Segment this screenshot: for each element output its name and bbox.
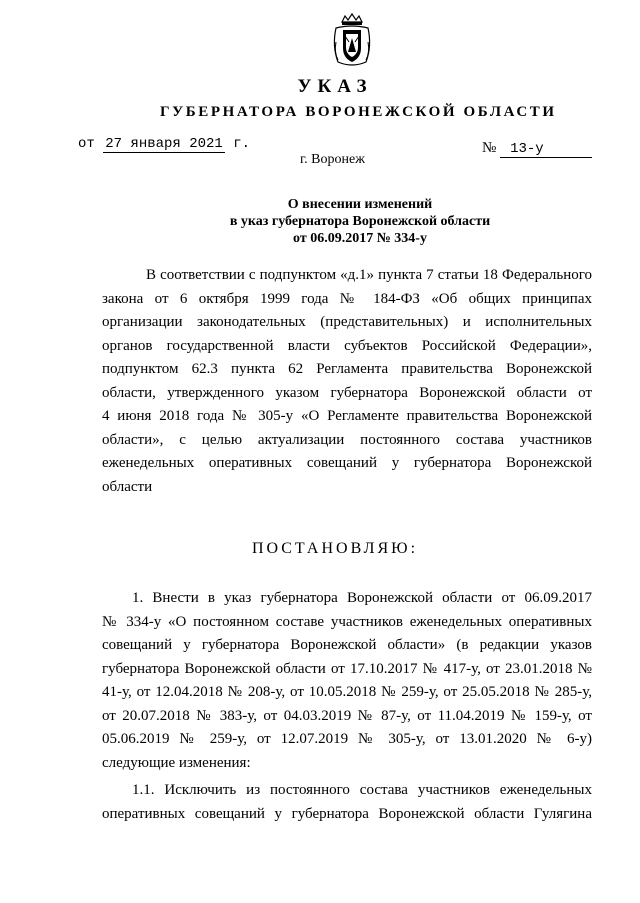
preamble-line: организации законодательных (представительных) и исполнительных xyxy=(102,314,592,330)
number-sign: № xyxy=(482,140,497,156)
item-1-line: 41-у, от 12.04.2018 № 208-у, от 10.05.2018 № 259-у, от 25.05.2018 № 285-у, xyxy=(102,684,592,700)
coat-of-arms-emblem xyxy=(330,12,374,70)
subject-line: от 06.09.2017 № 334-у xyxy=(293,231,427,246)
item-1-line: № 334-у «О постоянном составе участников еженедельных оперативных xyxy=(102,613,592,630)
date-prefix: от xyxy=(78,136,95,152)
preamble-line: закона от 6 октября 1999 года № 184-ФЗ «Об общих принципах xyxy=(102,290,592,307)
document-type-title: УКАЗ xyxy=(297,76,373,97)
item-1-line: 1. Внести в указ губернатора Воронежской области от 06.09.2017 xyxy=(132,590,592,606)
city: г. Воронеж xyxy=(300,152,365,167)
number-line xyxy=(482,140,592,158)
date-suffix: г. xyxy=(233,136,251,152)
item-1-1-line: оперативных совещаний у губернатора Воронежской области Гулягина xyxy=(102,805,592,822)
number-value: 13-у xyxy=(500,141,592,158)
preamble-line: области, утвержденного указом губернатора Воронежской области от xyxy=(102,384,592,401)
preamble-line: 4 июня 2018 года № 305-у «О Регламенте правительства Воронежской xyxy=(102,408,592,424)
item-1-1-paragraph xyxy=(102,779,592,826)
preamble-line: органов государственной власти субъектов Российской Федерации», xyxy=(102,337,592,354)
date-value: 27 января 2021 xyxy=(105,136,223,152)
date-line xyxy=(78,136,250,152)
preamble-paragraph xyxy=(102,264,592,499)
item-1-line: совещаний у губернатора Воронежской области» (в редакции указов xyxy=(102,637,592,653)
issuer-title: ГУБЕРНАТОРА ВОРОНЕЖСКОЙ ОБЛАСТИ xyxy=(160,104,557,120)
preamble-line: области xyxy=(102,478,153,495)
item-1-paragraph xyxy=(102,587,592,775)
item-1-line: от 20.07.2018 № 383-у, от 04.03.2019 № 87-у, от 11.04.2019 № 159-у, от xyxy=(102,707,592,724)
subject-block xyxy=(180,196,540,247)
preamble-line: В соответствии с подпунктом «д.1» пункта 7 статьи 18 Федерального xyxy=(146,267,592,283)
preamble-line: еженедельных оперативных совещаний у губернатора Воронежской xyxy=(102,455,592,471)
item-1-line: следующие изменения: xyxy=(102,754,251,771)
preamble-line: подпунктом 62.3 пункта 62 Регламента правительства Воронежской xyxy=(102,361,592,377)
subject-line: О внесении изменений xyxy=(287,197,433,212)
subject-line: в указ губернатора Воронежской области xyxy=(229,214,491,229)
item-1-line: 05.06.2019 № 259-у, от 12.07.2019 № 305-у, от 13.01.2020 № 6-у) xyxy=(102,731,592,747)
preamble-line: области», с целью актуализации постоянного состава участников xyxy=(102,431,592,448)
decree-word: ПОСТАНОВЛЯЮ: xyxy=(251,540,419,557)
item-1-1-line: 1.1. Исключить из постоянного состава участников еженедельных xyxy=(132,782,592,798)
item-1-line: губернатора Воронежской области от 17.10.2017 № 417-у, от 23.01.2018 № xyxy=(102,660,592,677)
